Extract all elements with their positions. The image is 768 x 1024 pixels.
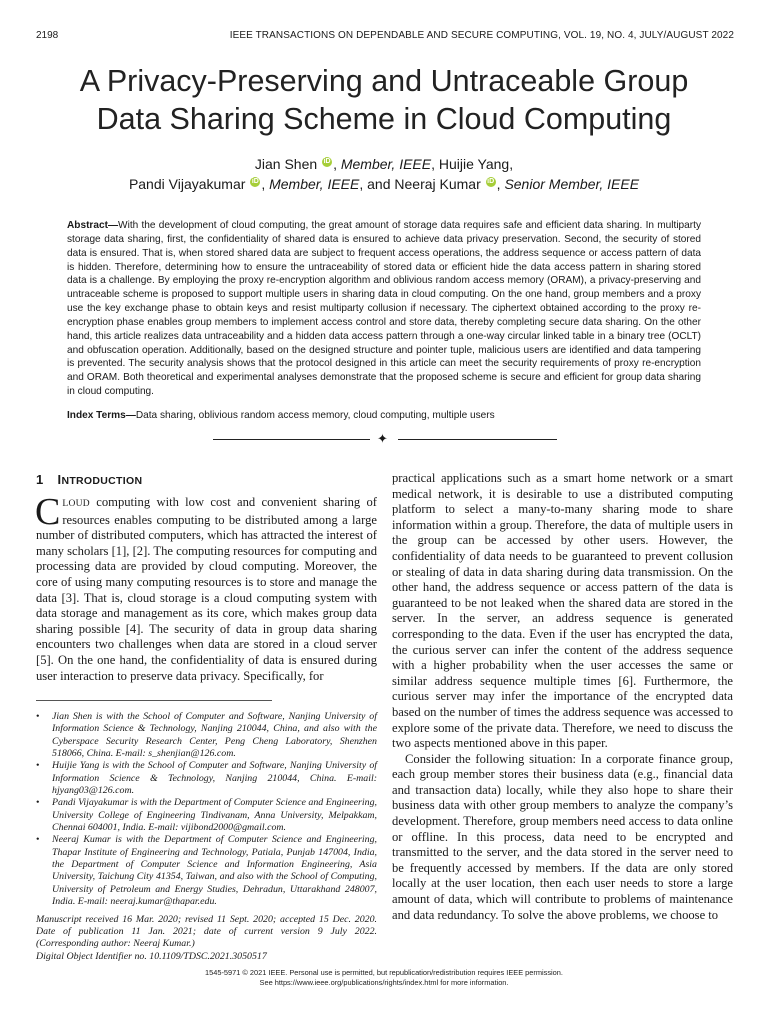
author-line-2: Pandi Vijayakumar iD , Member, IEEE, and Neeraj Kumar iD , Senior Member, IEEE xyxy=(128,176,640,192)
author-name: Neeraj Kumar xyxy=(394,176,481,192)
orcid-icon[interactable]: iD xyxy=(323,158,331,165)
author-conjunction: and xyxy=(367,176,391,192)
footnote-item xyxy=(36,760,377,797)
rights-url-line: See https://www.ieee.org/publications/rights/index.html for more information. xyxy=(259,977,509,987)
separator-line-right xyxy=(398,439,557,440)
footnote-item xyxy=(36,834,377,908)
intro-left-column xyxy=(35,491,377,684)
author-line-1: Jian Shen iD , Member, IEEE, Huijie Yang, xyxy=(254,156,514,172)
bullet-icon: • xyxy=(36,834,40,846)
author-name: Huijie Yang xyxy=(438,156,510,172)
footnote-text: Pandi Vijayakumar is with the Department of Computer Science and Engineering, University College of Engineering Tindivanam, Anna University, Melpakkam, Chennai 604001, India. E-mail: vijibond2000@gmail.com. xyxy=(52,797,377,834)
footnote-text: Jian Shen is with the School of Computer and Software, Nanjing University of Information Science & Technology, Nanjing 210044, China, and also with the Cyberspace Security Research Center, Peng Cheng Laboratory, Shenzhen 518066, China. E-mail: s_shenjian@126.com. xyxy=(52,711,377,760)
doi-line: Digital Object Identifier no. 10.1109/TDSC.2021.3050517 xyxy=(36,950,267,962)
footnote-item xyxy=(36,797,377,834)
abstract-dash: — xyxy=(107,220,119,231)
footnote-item xyxy=(36,711,377,760)
paragraph: Consider the following situation: In a corporate finance group, each group member stores their business data (e.g., financial data and transaction data) locally, while they also hope to share their business data with other group members to analyze the company’s development. Therefore, group members need access to data online or offline. In this process, data need to be encrypted and transmitted to the server, and the data stored in the server need to be frequently accessed by members. If the data are only stored locally at the user location, then each user needs to store a large amount of data, which will contribute to problems of maintenance and data redundancy. To solve the above problems, we choose to xyxy=(392,751,733,922)
section-heading xyxy=(36,472,142,487)
index-terms xyxy=(67,409,701,422)
copyright-line: 1545-5971 © 2021 IEEE. Personal use is permitted, but republication/redistribution requires IEEE permission. xyxy=(205,968,563,977)
author-membership: Member, IEEE xyxy=(269,176,360,192)
manuscript-history: Manuscript received 16 Mar. 2020; revised 11 Sept. 2020; accepted 15 Dec. 2020. Date of publication 11 Jan. 2021; date of current version 9 July 2022. (Corresponding author: Neeraj Kumar.) xyxy=(36,913,377,950)
bullet-icon: • xyxy=(36,760,40,772)
abstract xyxy=(67,219,701,399)
drop-cap-smallcaps: LOUD xyxy=(62,499,90,509)
section-number: 1 xyxy=(36,472,44,487)
title-line-1: A Privacy-Preserving and Untraceable Group xyxy=(79,64,689,98)
author-membership: Member, IEEE xyxy=(340,156,432,172)
index-terms-dash: — xyxy=(125,410,136,421)
orcid-icon[interactable]: iD xyxy=(251,178,259,185)
title-line-2: Data Sharing Scheme in Cloud Computing xyxy=(96,102,672,136)
paper-title xyxy=(30,62,738,138)
index-terms-text: Data sharing, oblivious random access memory, cloud computing, multiple users xyxy=(135,410,495,421)
orcid-icon[interactable]: iD xyxy=(487,178,495,185)
separator-diamond-icon: ✦ xyxy=(377,431,388,446)
drop-cap: C xyxy=(35,491,61,533)
footnote-text: Huijie Yang is with the School of Computer and Software, Nanjing University of Information Science & Technology, Nanjing 210044, China. E-mail: hjyang03@126.com. xyxy=(52,760,377,797)
intro-left-text: computing with low cost and convenient sharing of resources enables computing to be distributed among a large number of distributed computers, which has attracted the interest of many scholars [1], [2]. The computing resources for computing and processing data are provided by cloud computing. Moreover, the core of using many computing resources is to store and manage the data [3]. That is, cloud storage is a cloud computing system with data storage and management as its core, which makes group data sharing possible [4]. The security of data in group data sharing encounters two challenges when data are stored in a cloud server [5]. On the one hand, the confidentiality of data is ensured during user interaction to preserve data privacy. Specifically, for xyxy=(36,495,377,683)
author-membership: Senior Member, IEEE xyxy=(504,176,640,192)
abstract-label: Abstract xyxy=(67,220,108,231)
footnote-rule xyxy=(36,700,272,701)
separator-line-left xyxy=(213,439,370,440)
bullet-icon: • xyxy=(36,797,40,809)
running-header: IEEE TRANSACTIONS ON DEPENDABLE AND SECURE COMPUTING, VOL. 19, NO. 4, JULY/AUGUST 2022 xyxy=(229,30,734,41)
intro-right-column xyxy=(392,471,733,923)
abstract-text: With the development of cloud computing, the great amount of storage data requires safe and efficient data sharing. In multiparty storage data sharing, first, the confidentiality of shared data is ensured to achieve data privacy preservation. Second, the security of stored data is ensured. That is, when stored shared data are subject to frequent access operations, the address sequence or access pattern of data is hidden. Therefore, determining how to ensure the untraceability of stored data or efficient hide the data access pattern in sharing stored data is a challenge. By employing the proxy re-encryption algorithm and oblivious random access memory (ORAM), a privacy-preserving and untraceable scheme is proposed to support multiple users in sharing data in cloud computing. On the one hand, group members and a proxy use the key exchange phase to obtain keys and resist multiparty collusion if necessary. The ciphertext obtained according to the proxy re-encryption phase enables group members to implement access control and store data, thereby completing secure data sharing. On the other hand, this article realizes data untraceability and a hidden data access pattern through a one-way circular linked table in a binary tree (OCLT) and obfuscation operation. Additionally, based on the designed structure and pointer tuple, malicious users are identified and data tampering is prevented. The security analysis shows that the protocol designed in this article can meet the security requirements of proxy re-encryption and ORAM. Both theoretical and experimental analyses demonstrate that the proposed scheme is secure and efficient for group data sharing in cloud computing. xyxy=(67,220,701,398)
author-name: Jian Shen xyxy=(254,156,318,172)
index-terms-label: Index Terms xyxy=(67,410,126,421)
paragraph: practical applications such as a smart home network or a smart medical network, it is desirable to use a distributed computing platform to select a many-to-many sharing mode to share information within a group. Therefore, the data of multiple users in the group can be accessed by other users. However, the confidentiality of data needs to be guaranteed to prevent collusion or stealing of data in data sharing during data transmission. On the other hand, the address sequence or access pattern of the data is guaranteed to be not leaked when the shared data are stored in the server. In the server, an address sequence is generated corresponding to the data. Even if the user has encrypted the data, the curious server can infer the content of the address sequence with a higher probability when the user accesses the same or similar address sequence multiple times [6]. Furthermore, the curious server may infer the importance of the encrypted data based on the number of times the address sequence was accessed to explore some of the private data. Therefore, we need to discuss the two aspects mentioned above in this paper. xyxy=(392,471,733,751)
footnotes xyxy=(36,711,377,963)
section-title-rest: NTRODUCTION xyxy=(61,475,143,487)
bullet-icon: • xyxy=(36,711,40,722)
section-title-initial: I xyxy=(57,472,62,487)
copyright-footer xyxy=(40,968,728,987)
author-name: Pandi Vijayakumar xyxy=(128,176,246,192)
page-number: 2198 xyxy=(36,30,59,41)
author-list xyxy=(60,154,708,194)
footnote-text: Neeraj Kumar is with the Department of Computer Science and Engineering, Thapar Institute of Engineering and Technology, Patiala, Punjab 147004, India, the Department of Computer Science and Information Engineering, Asia University, Taichung City 41354, Taiwan, and also with the School of Computing, University of Petroleum and Energy Studies, Dehradun, Uttarakhand 248007, India. E-mail: neeraj.kumar@thapar.edu. xyxy=(52,834,377,908)
